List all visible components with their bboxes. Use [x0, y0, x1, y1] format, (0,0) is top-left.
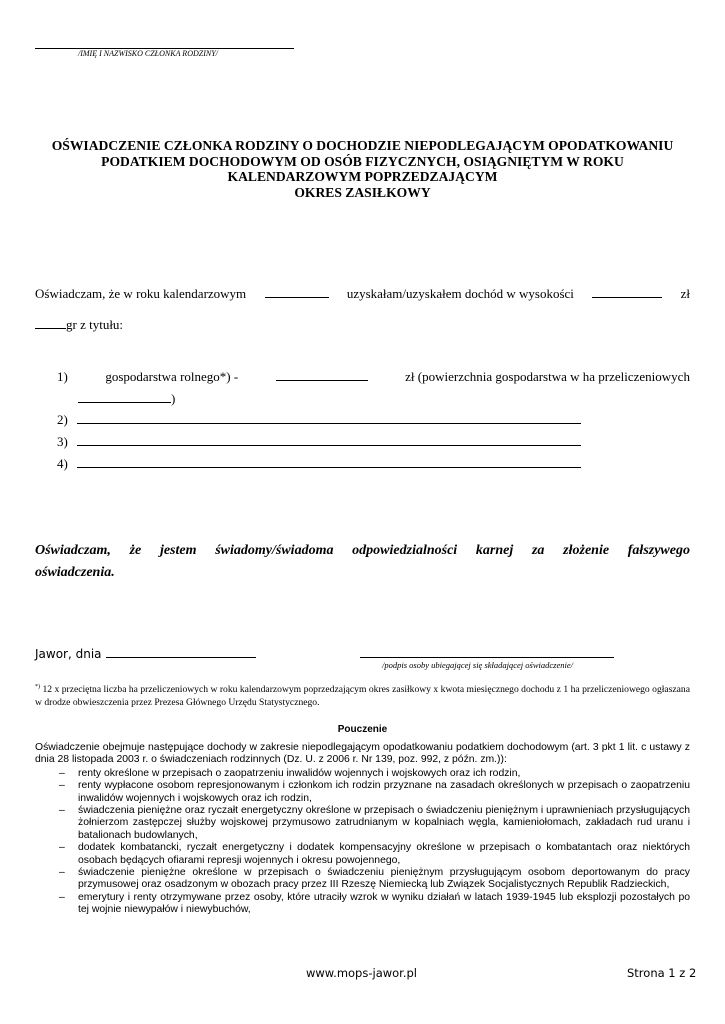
farm-area-field[interactable] [78, 390, 171, 403]
name-caption: /IMIĘ I NAZWISKO CZŁONKA RODZINY/ [78, 49, 218, 58]
list-item [35, 842, 690, 867]
item-2-number: 2) [57, 412, 68, 427]
item-4-number: 4) [57, 456, 68, 471]
list-item [35, 892, 690, 917]
statement-line-2: oświadczenia. [35, 565, 115, 580]
declaration-part-c: zł [680, 286, 690, 301]
item-1-rest: zł (powierzchnia gospodarstwa w ha przeliczeniowych [405, 369, 690, 384]
item-1-label: gospodarstwa rolnego*) - [105, 369, 239, 384]
document-title [30, 138, 695, 200]
dash-marker: – [59, 867, 65, 879]
income-zl-field[interactable] [592, 285, 662, 298]
farm-income-field[interactable] [276, 368, 368, 381]
title-line-4: OKRES ZASIŁKOWY [294, 184, 431, 200]
list-item-1-continuation [78, 390, 175, 407]
list-item-text: renty wypłacone osobom represjonowanym i członkom ich rodzin przyznane na zasadach określonych w przepisach o zaopatrzeniu inwalidów wojennych i wojskowych oraz ich rodzin, [78, 780, 690, 804]
item-3-field[interactable] [77, 433, 581, 446]
list-item-text: renty określone w przepisach o zaopatrzeniu inwalidów wojennych i wojskowych oraz ich rodzin, [78, 767, 521, 779]
declaration-part-d: gr z tytułu: [66, 317, 124, 332]
dash-marker: – [59, 805, 65, 817]
list-item-4 [57, 455, 581, 472]
signature-line[interactable] [360, 657, 614, 658]
footnote-text: 12 x przeciętna liczba ha przeliczeniowych w roku kalendarzowym poprzedzającym okres zasiłkowy x kwota miesięcznego dochodu z 1 ha przeliczeniowego ogłaszana w drodze obwieszczenia przez Prezesa Głównego Urzędu Statystycznego. [35, 684, 690, 709]
signature-caption: /podpis osoby ubiegającej się składającej oświadczenie/ [382, 660, 573, 670]
list-item-1 [57, 368, 690, 385]
date-field[interactable] [106, 645, 256, 658]
title-line-1: OŚWIADCZENIE CZŁONKA RODZINY O DOCHODZIE NIEPODLEGAJĄCYM OPODATKOWANIU [51, 138, 674, 153]
list-item-text: świadczenia pieniężne oraz ryczałt energetyczny określone w przepisach o świadczeniu pieniężnym i uprawnieniach przysługujących żołnierzom zastępczej służby wojskowej przymusowo zatrudnianym w kopalniach węgla, kamieniołomach, zakładach rud uranu i batalionach budowlanych, [78, 805, 690, 841]
instruction-heading: Pouczenie [337, 724, 388, 735]
liability-statement [35, 540, 690, 584]
dash-marker: – [59, 842, 65, 854]
statement-line-1: Oświadczam, że jestem świadomy/świadoma odpowiedzialności karnej za złożenie fałszywego [35, 543, 690, 558]
dash-marker: – [59, 767, 65, 779]
item-1-close: ) [171, 391, 176, 406]
item-4-field[interactable] [77, 455, 581, 468]
item-1-number: 1) [57, 369, 68, 384]
dash-marker: – [59, 891, 65, 903]
instruction-body [35, 742, 690, 917]
page-number: Strona 1 z 2 [627, 966, 697, 980]
footnote-mark: *) [35, 684, 40, 690]
item-3-number: 3) [57, 434, 68, 449]
instruction-list [35, 768, 690, 917]
title-line-3: KALENDARZOWYM POPRZEDZAJĄCYM [227, 169, 498, 185]
list-item [35, 805, 690, 842]
list-item-2 [57, 411, 581, 428]
list-item-3 [57, 433, 581, 450]
footer-url: www.mops-jawor.pl [306, 966, 418, 980]
dash-marker: – [59, 780, 65, 792]
title-line-2: PODATKIEM DOCHODOWYM OD OSÓB FIZYCZNYCH, OSIĄGNIĘTYM W ROKU [101, 153, 624, 169]
list-item-text: emerytury i renty otrzymywane przez osoby, które utraciły wzrok w wyniku działań w latach 1939-1945 lub eksplozji pozostałych po tej wojnie niewypałów i niewybuchów, [78, 891, 690, 916]
place-label: Jawor, dnia [35, 647, 102, 661]
list-item [35, 780, 690, 805]
income-gr-field[interactable] [35, 316, 66, 329]
declaration-part-b: uzyskałam/uzyskałem dochód w wysokości [346, 286, 574, 301]
instruction-intro: Oświadczenie obejmuje następujące dochody w zakresie niepodlegającym opodatkowaniu podatkiem dochodowym (art. 3 pkt 1 lit. c ustawy z dnia 28 listopada 2003 r. o świadczeniach rodzinnych (Dz. U. z 2006 r. Nr 139, poz. 992, z późn. zm.)): [35, 742, 690, 766]
list-item-text: dodatek kombatancki, ryczałt energetyczny i dodatek kompensacyjny określone w przepisach o kombatantach oraz niektórych osobach będących ofiarami represji wojennych i okresu powojennego, [78, 842, 690, 866]
list-item [35, 867, 690, 892]
footnote [35, 681, 690, 709]
place-date [35, 645, 256, 661]
item-2-field[interactable] [77, 411, 581, 424]
list-item-text: świadczenie pieniężne określone w przepisach o świadczeniu pieniężnym przysługującym osobom deportowanym do pracy przymusowej oraz osadzonym w obozach pracy przez III Rzeszę Niemiecką lub Związek Socjalistycznych Republik Radzieckich, [78, 867, 690, 891]
year-field[interactable] [265, 285, 329, 298]
list-item [35, 768, 690, 780]
declaration-part-a: Oświadczam, że w roku kalendarzowym [35, 286, 247, 301]
